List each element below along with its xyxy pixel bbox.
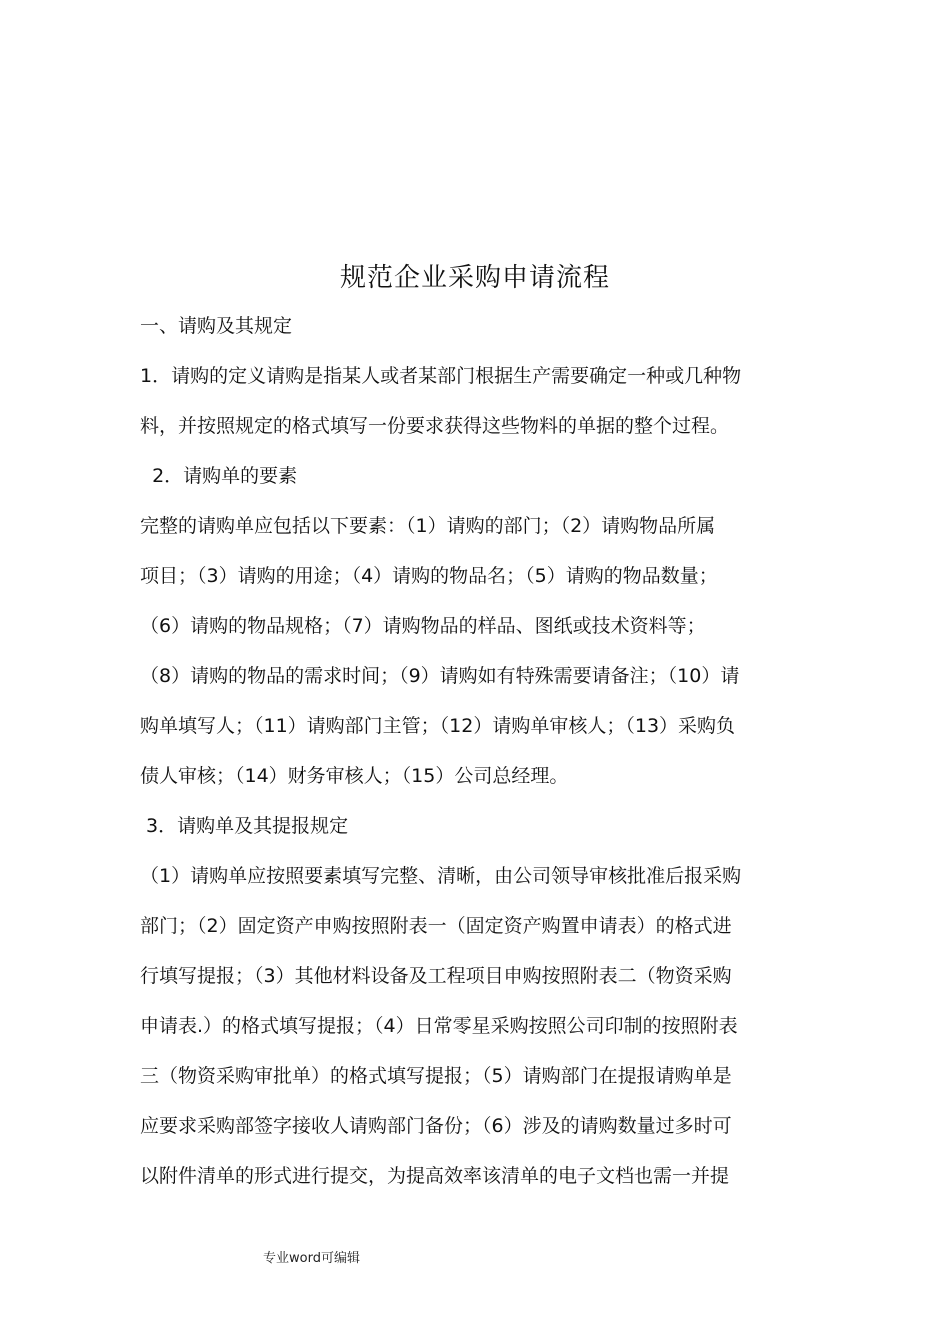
page-title: 规范企业采购申请流程 bbox=[339, 263, 610, 293]
paragraph-line: 三（物资采购审批单）的格式填写提报；（5）请购部门在提报请购单是 bbox=[140, 1065, 732, 1087]
paragraph-line: 以附件清单的形式进行提交，为提高效率该清单的电子文档也需一并提 bbox=[140, 1165, 730, 1187]
paragraph-line: 债人审核；（14）财务审核人；（15）公司总经理。 bbox=[140, 765, 569, 787]
paragraph-line: （1）请购单应按照要素填写完整、清晰，由公司领导审核批准后报采购 bbox=[140, 865, 742, 887]
paragraph-line: 项目；（3）请购的用途；（4）请购的物品名；（5）请购的物品数量； bbox=[140, 565, 718, 587]
paragraph-line: （6）请购的物品规格；（7）请购物品的样品、图纸或技术资料等； bbox=[140, 615, 706, 637]
page-footer: 专业word可编辑 bbox=[263, 1251, 360, 1266]
subsection-heading-3: 3．请购单及其提报规定 bbox=[140, 815, 349, 837]
section-heading-1: 一、请购及其规定 bbox=[140, 315, 293, 337]
paragraph-line: 应要求采购部签字接收人请购部门备份；（6）涉及的请购数量过多时可 bbox=[140, 1115, 732, 1137]
paragraph-line: 1．请购的定义请购是指某人或者某部门根据生产需要确定一种或几种物 bbox=[140, 365, 742, 387]
paragraph-line: 行填写提报；（3）其他材料设备及工程项目申购按照附表二（物资采购 bbox=[140, 965, 732, 987]
subsection-heading-2: 2．请购单的要素 bbox=[140, 465, 298, 487]
paragraph-line: 部门；（2）固定资产申购按照附表一（固定资产购置申请表）的格式进 bbox=[140, 915, 732, 937]
paragraph-line: （8）请购的物品的需求时间；（9）请购如有特殊需要请备注；（10）请 bbox=[140, 665, 740, 687]
paragraph-line: 购单填写人；（11）请购部门主管；（12）请购单审核人；（13）采购负 bbox=[140, 715, 736, 737]
paragraph-line: 申请表.）的格式填写提报；（4）日常零星采购按照公司印制的按照附表 bbox=[140, 1015, 738, 1037]
paragraph-line: 料，并按照规定的格式填写一份要求获得这些物料的单据的整个过程。 bbox=[140, 415, 730, 437]
paragraph-line: 完整的请购单应包括以下要素：（1）请购的部门；（2）请购物品所属 bbox=[140, 515, 716, 537]
